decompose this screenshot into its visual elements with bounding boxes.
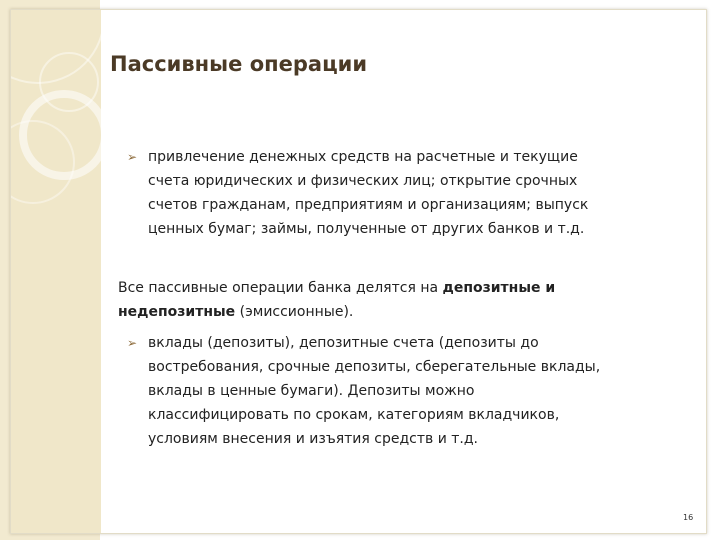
arrow-bullet-icon: ➢ — [127, 336, 138, 350]
bullet-text: вклады (депозиты), депозитные счета (депозиты до востребования, срочные депозиты, сберегательные вклады, вклады в ценные бумаги). Депозиты можно классифицировать по срокам, категориям вкладчиков, условиям внесения и изъятия средств и т.д. — [148, 335, 601, 447]
slide-decoration-panel — [11, 10, 101, 533]
bullet-item-2 — [127, 331, 687, 451]
paragraph-bold: недепозитные — [118, 304, 236, 320]
bullet-item-1 — [127, 145, 687, 241]
paragraph-text: Все пассивные операции банка делятся на — [118, 280, 443, 296]
paragraph-bold: депозитные и — [442, 280, 556, 296]
bullet-text: привлечение денежных средств на расчетные и текущие счета юридических и физических лиц; открытие срочных счетов гражданам, предприятиям и организациям; выпуск ценных бумаг; займы, полученные от других банков и т.д. — [148, 149, 589, 237]
paragraph-text: (эмиссионные). — [235, 304, 354, 320]
page-number: 16 — [683, 513, 694, 522]
arrow-bullet-icon: ➢ — [127, 150, 138, 164]
slide — [10, 9, 707, 534]
decor-ring — [39, 52, 99, 112]
slide-title: Пассивные операции — [110, 52, 368, 76]
paragraph-deposits — [118, 276, 678, 324]
